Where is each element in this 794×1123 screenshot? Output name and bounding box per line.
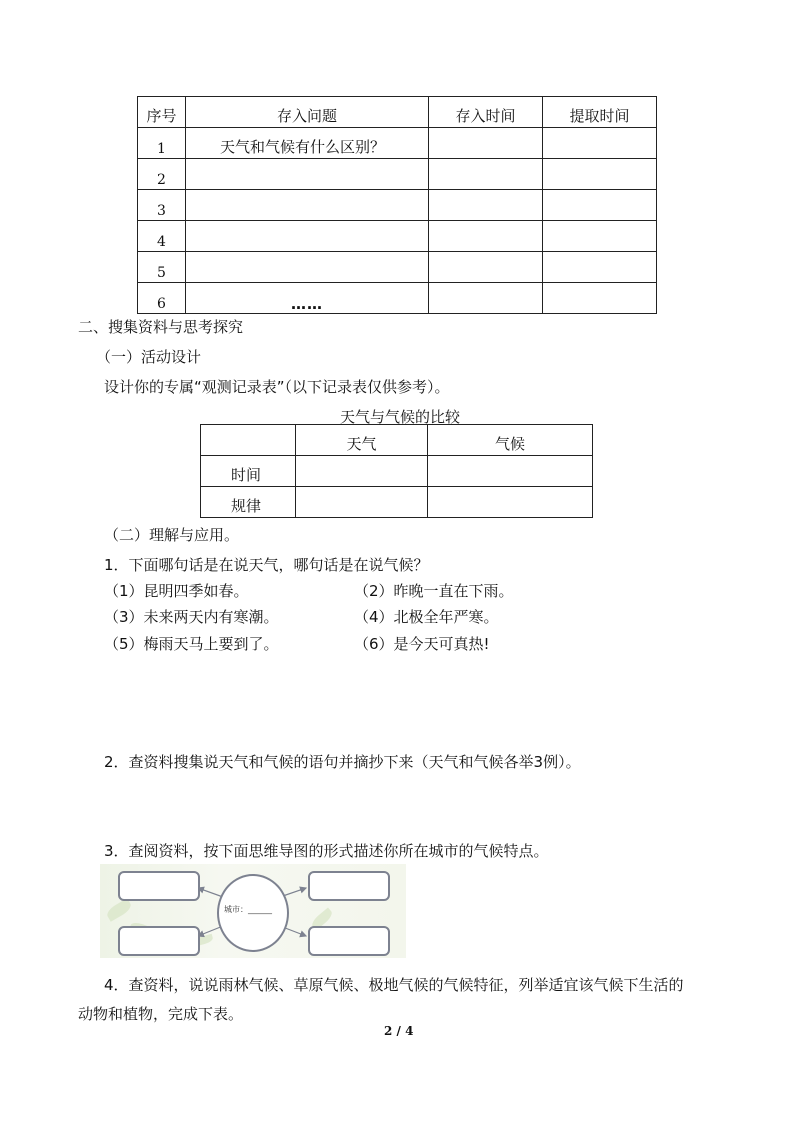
climate-rule-cell xyxy=(428,487,593,518)
question-3: 3．查阅资料，按下面思维导图的形式描述你所在城市的气候特点。 xyxy=(104,842,549,860)
table-row xyxy=(201,487,593,518)
question-cell xyxy=(186,190,429,221)
store-time-cell xyxy=(429,128,543,159)
table-header-row xyxy=(138,97,657,128)
row-number: 1 xyxy=(138,128,186,159)
row-number: 2 xyxy=(138,159,186,190)
mindmap-box-top-right xyxy=(308,871,390,901)
store-time-cell xyxy=(429,190,543,221)
weather-rule-cell xyxy=(296,487,428,518)
row-label-rule: 规律 xyxy=(201,487,296,518)
subsection-heading: （一）活动设计 xyxy=(96,348,202,366)
header-cell: 提取时间 xyxy=(543,97,657,128)
table-row xyxy=(138,252,657,283)
weather-time-cell xyxy=(296,456,428,487)
retrieve-time-cell xyxy=(543,283,657,314)
mindmap-box-bottom-right xyxy=(308,926,390,956)
retrieve-time-cell xyxy=(543,221,657,252)
table-row xyxy=(138,283,657,314)
q1-item: （3）未来两天内有寒潮。 xyxy=(104,608,279,626)
retrieve-time-cell xyxy=(543,190,657,221)
table-row xyxy=(138,221,657,252)
row-number: 3 xyxy=(138,190,186,221)
section-heading: 二、搜集资料与思考探究 xyxy=(78,318,244,336)
subsection-heading: （二）理解与应用。 xyxy=(104,526,240,544)
store-time-cell xyxy=(429,252,543,283)
header-cell: 存入问题 xyxy=(186,97,429,128)
header-cell: 序号 xyxy=(138,97,186,128)
store-time-cell xyxy=(429,159,543,190)
question-4-line1: 4．查资料，说说雨林气候、草原气候、极地气候的气候特征，列举适宜该气候下生活的 xyxy=(104,976,684,994)
q1-item: （1）昆明四季如春。 xyxy=(104,582,249,600)
question-cell xyxy=(186,252,429,283)
table-row xyxy=(201,456,593,487)
climate-time-cell xyxy=(428,456,593,487)
q1-item: （2）昨晚一直在下雨。 xyxy=(354,582,514,600)
design-instruction: 设计你的专属“观测记录表”（以下记录表仅供参考）。 xyxy=(104,378,450,396)
table-row xyxy=(138,190,657,221)
row-number: 4 xyxy=(138,221,186,252)
retrieve-time-cell xyxy=(543,159,657,190)
table-row xyxy=(138,159,657,190)
ellipsis-cell: …… xyxy=(186,283,429,314)
mindmap-diagram xyxy=(100,864,406,958)
q1-item: （5）梅雨天马上要到了。 xyxy=(104,635,279,653)
row-label-time: 时间 xyxy=(201,456,296,487)
question-cell xyxy=(186,159,429,190)
page-number: 2 / 4 xyxy=(384,1024,414,1038)
table-row xyxy=(138,128,657,159)
mindmap-city-label: 城市：______ xyxy=(224,905,272,914)
question-bank-table xyxy=(137,96,657,314)
question-4-line2: 动物和植物，完成下表。 xyxy=(78,1005,244,1023)
q1-item: （6）是今天可真热! xyxy=(354,635,490,653)
question-cell: 天气和气候有什么区别？ xyxy=(186,128,429,159)
row-number: 6 xyxy=(138,283,186,314)
header-climate: 气候 xyxy=(428,425,593,456)
empty-corner-cell xyxy=(201,425,296,456)
comparison-table-title: 天气与气候的比较 xyxy=(339,408,460,426)
header-cell: 存入时间 xyxy=(429,97,543,128)
question-cell xyxy=(186,221,429,252)
row-number: 5 xyxy=(138,252,186,283)
question-2: 2．查资料搜集说天气和气候的语句并摘抄下来（天气和气候各举3例）。 xyxy=(104,753,581,771)
retrieve-time-cell xyxy=(543,252,657,283)
store-time-cell xyxy=(429,221,543,252)
q1-item: （4）北极全年严寒。 xyxy=(354,608,499,626)
mindmap-box-top-left xyxy=(118,871,200,901)
store-time-cell xyxy=(429,283,543,314)
header-weather: 天气 xyxy=(296,425,428,456)
question-1: 1．下面哪句话是在说天气，哪句话是在说气候？ xyxy=(104,556,429,574)
table-header-row xyxy=(201,425,593,456)
comparison-table xyxy=(200,424,593,518)
mindmap-box-bottom-left xyxy=(118,926,200,956)
retrieve-time-cell xyxy=(543,128,657,159)
